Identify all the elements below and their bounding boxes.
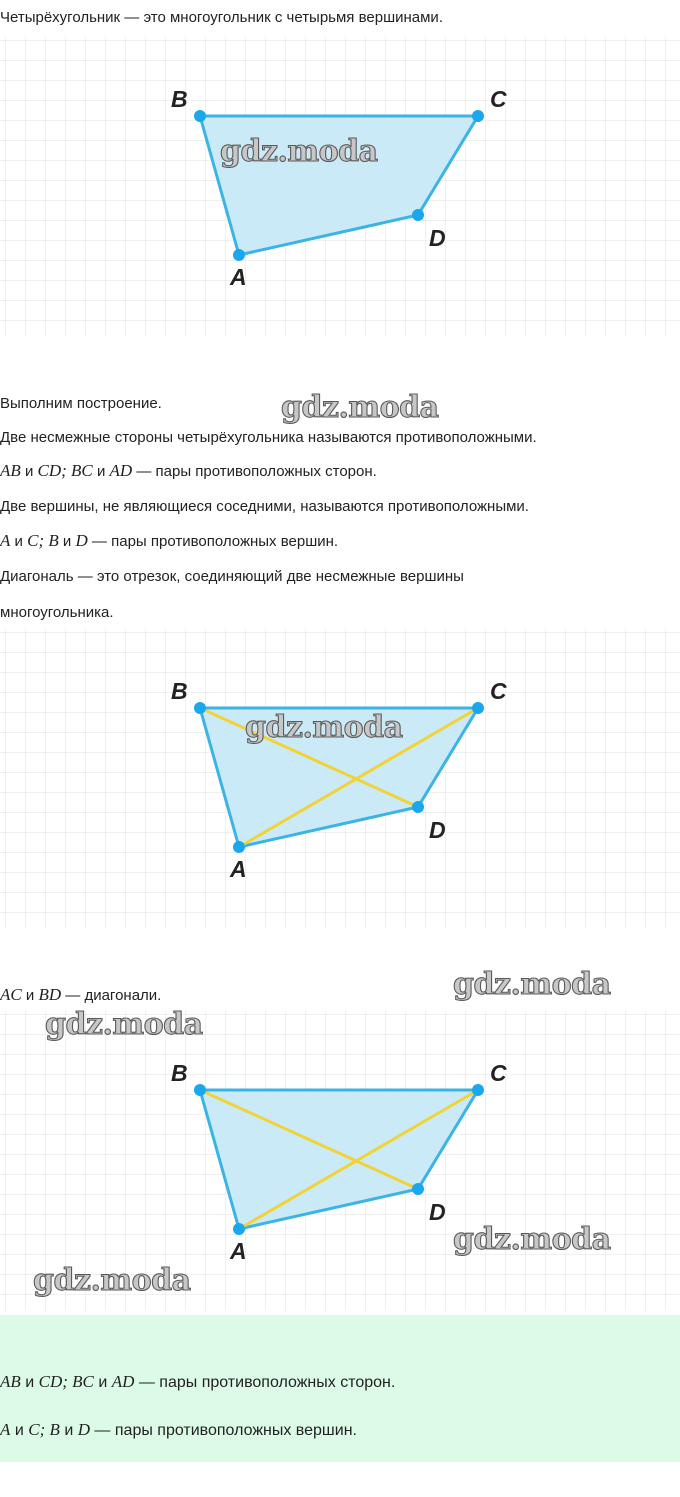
separator: ; [38, 531, 49, 550]
answer-sides-line [0, 1372, 395, 1393]
intro-text: Четырёхугольник — это многоугольник с четырьмя вершинами. [0, 9, 443, 26]
conj: и [92, 463, 110, 480]
diagonal-definition-2: многоугольника. [0, 604, 114, 621]
label-d: D [429, 225, 446, 251]
watermark: gdz.moda [220, 134, 378, 169]
vertex-b [194, 1084, 206, 1096]
vertex-a [233, 249, 245, 261]
vertices-tail: — пары противоположных вершин. [89, 1422, 357, 1439]
opposite-sides-line [0, 461, 377, 482]
diagonal-bd-text: BD [38, 985, 62, 1004]
separator: ; [39, 1420, 50, 1439]
build-text: Выполним построение. [0, 395, 162, 412]
vertex-b [194, 702, 206, 714]
diagonals-line [0, 985, 161, 1006]
opposite-vertices-line [0, 531, 338, 552]
vertex-c [472, 1084, 484, 1096]
watermark: gdz.moda [281, 390, 439, 425]
conj: и [59, 1422, 78, 1439]
segment-ab: AB [0, 1372, 21, 1391]
conj: и [21, 987, 39, 1004]
figure-diagonals [0, 629, 680, 929]
figure-quadrilateral [0, 37, 680, 337]
segment-cd: CD [37, 461, 62, 480]
watermark: gdz.moda [33, 1263, 191, 1298]
vertex-b-text: B [49, 1420, 60, 1439]
vertex-b [194, 110, 206, 122]
conj: и [93, 1374, 112, 1391]
sides-tail: — пары противоположных сторон. [134, 1374, 396, 1391]
vertex-d [412, 801, 424, 813]
diagonals-tail: — диагонали. [61, 987, 162, 1004]
conj: и [10, 533, 28, 550]
vertex-c-text: C [27, 531, 39, 550]
segment-ab: AB [0, 461, 21, 480]
segment-ad: AD [109, 461, 133, 480]
vertex-a [233, 1223, 245, 1235]
label-b: B [171, 1060, 188, 1086]
vertex-d [412, 1183, 424, 1195]
vertex-c-text: C [28, 1420, 40, 1439]
diagonals-svg [0, 629, 680, 929]
quadrilateral-svg [0, 37, 680, 337]
conj: и [20, 463, 38, 480]
label-a: A [230, 264, 247, 290]
watermark: gdz.moda [453, 1222, 611, 1257]
label-c: C [490, 678, 507, 704]
vertex-a [233, 841, 245, 853]
conj: и [58, 533, 76, 550]
vertex-b-text: B [48, 531, 59, 550]
watermark: gdz.moda [45, 1007, 203, 1042]
conj: и [10, 1422, 29, 1439]
vertex-c [472, 110, 484, 122]
conj: и [20, 1374, 39, 1391]
separator: ; [62, 1372, 73, 1391]
opposite-vertices-definition: Две вершины, не являющиеся соседними, называются противоположными. [0, 498, 529, 515]
segment-ad: AD [111, 1372, 135, 1391]
sides-tail: — пары противоположных сторон. [132, 463, 377, 480]
answer-vertices-line [0, 1420, 357, 1441]
diagonal-definition-1: Диагональ — это отрезок, соединяющий две несмежные вершины [0, 568, 464, 585]
segment-bc: BC [72, 1372, 94, 1391]
label-d: D [429, 1199, 446, 1225]
vertex-d-text: D [77, 1420, 90, 1439]
label-b: B [171, 678, 188, 704]
segment-bc: BC [71, 461, 93, 480]
watermark: gdz.moda [453, 967, 611, 1002]
label-a: A [230, 856, 247, 882]
label-a: A [230, 1238, 247, 1264]
label-b: B [171, 86, 188, 112]
vertex-d-text: D [75, 531, 88, 550]
label-d: D [429, 817, 446, 843]
answer-block [0, 1315, 680, 1462]
vertex-a-text: A [0, 1420, 11, 1439]
vertex-a-text: A [0, 531, 11, 550]
opposite-sides-definition: Две несмежные стороны четырёхугольника называются противоположными. [0, 429, 537, 446]
separator: ; [61, 461, 72, 480]
label-c: C [490, 1060, 507, 1086]
vertex-c [472, 702, 484, 714]
label-c: C [490, 86, 507, 112]
vertex-d [412, 209, 424, 221]
watermark: gdz.moda [245, 710, 403, 745]
vertices-tail: — пары противоположных вершин. [87, 533, 339, 550]
diagonal-ac-text: AC [0, 985, 22, 1004]
segment-cd: CD [38, 1372, 63, 1391]
figure-final [0, 1007, 680, 1311]
